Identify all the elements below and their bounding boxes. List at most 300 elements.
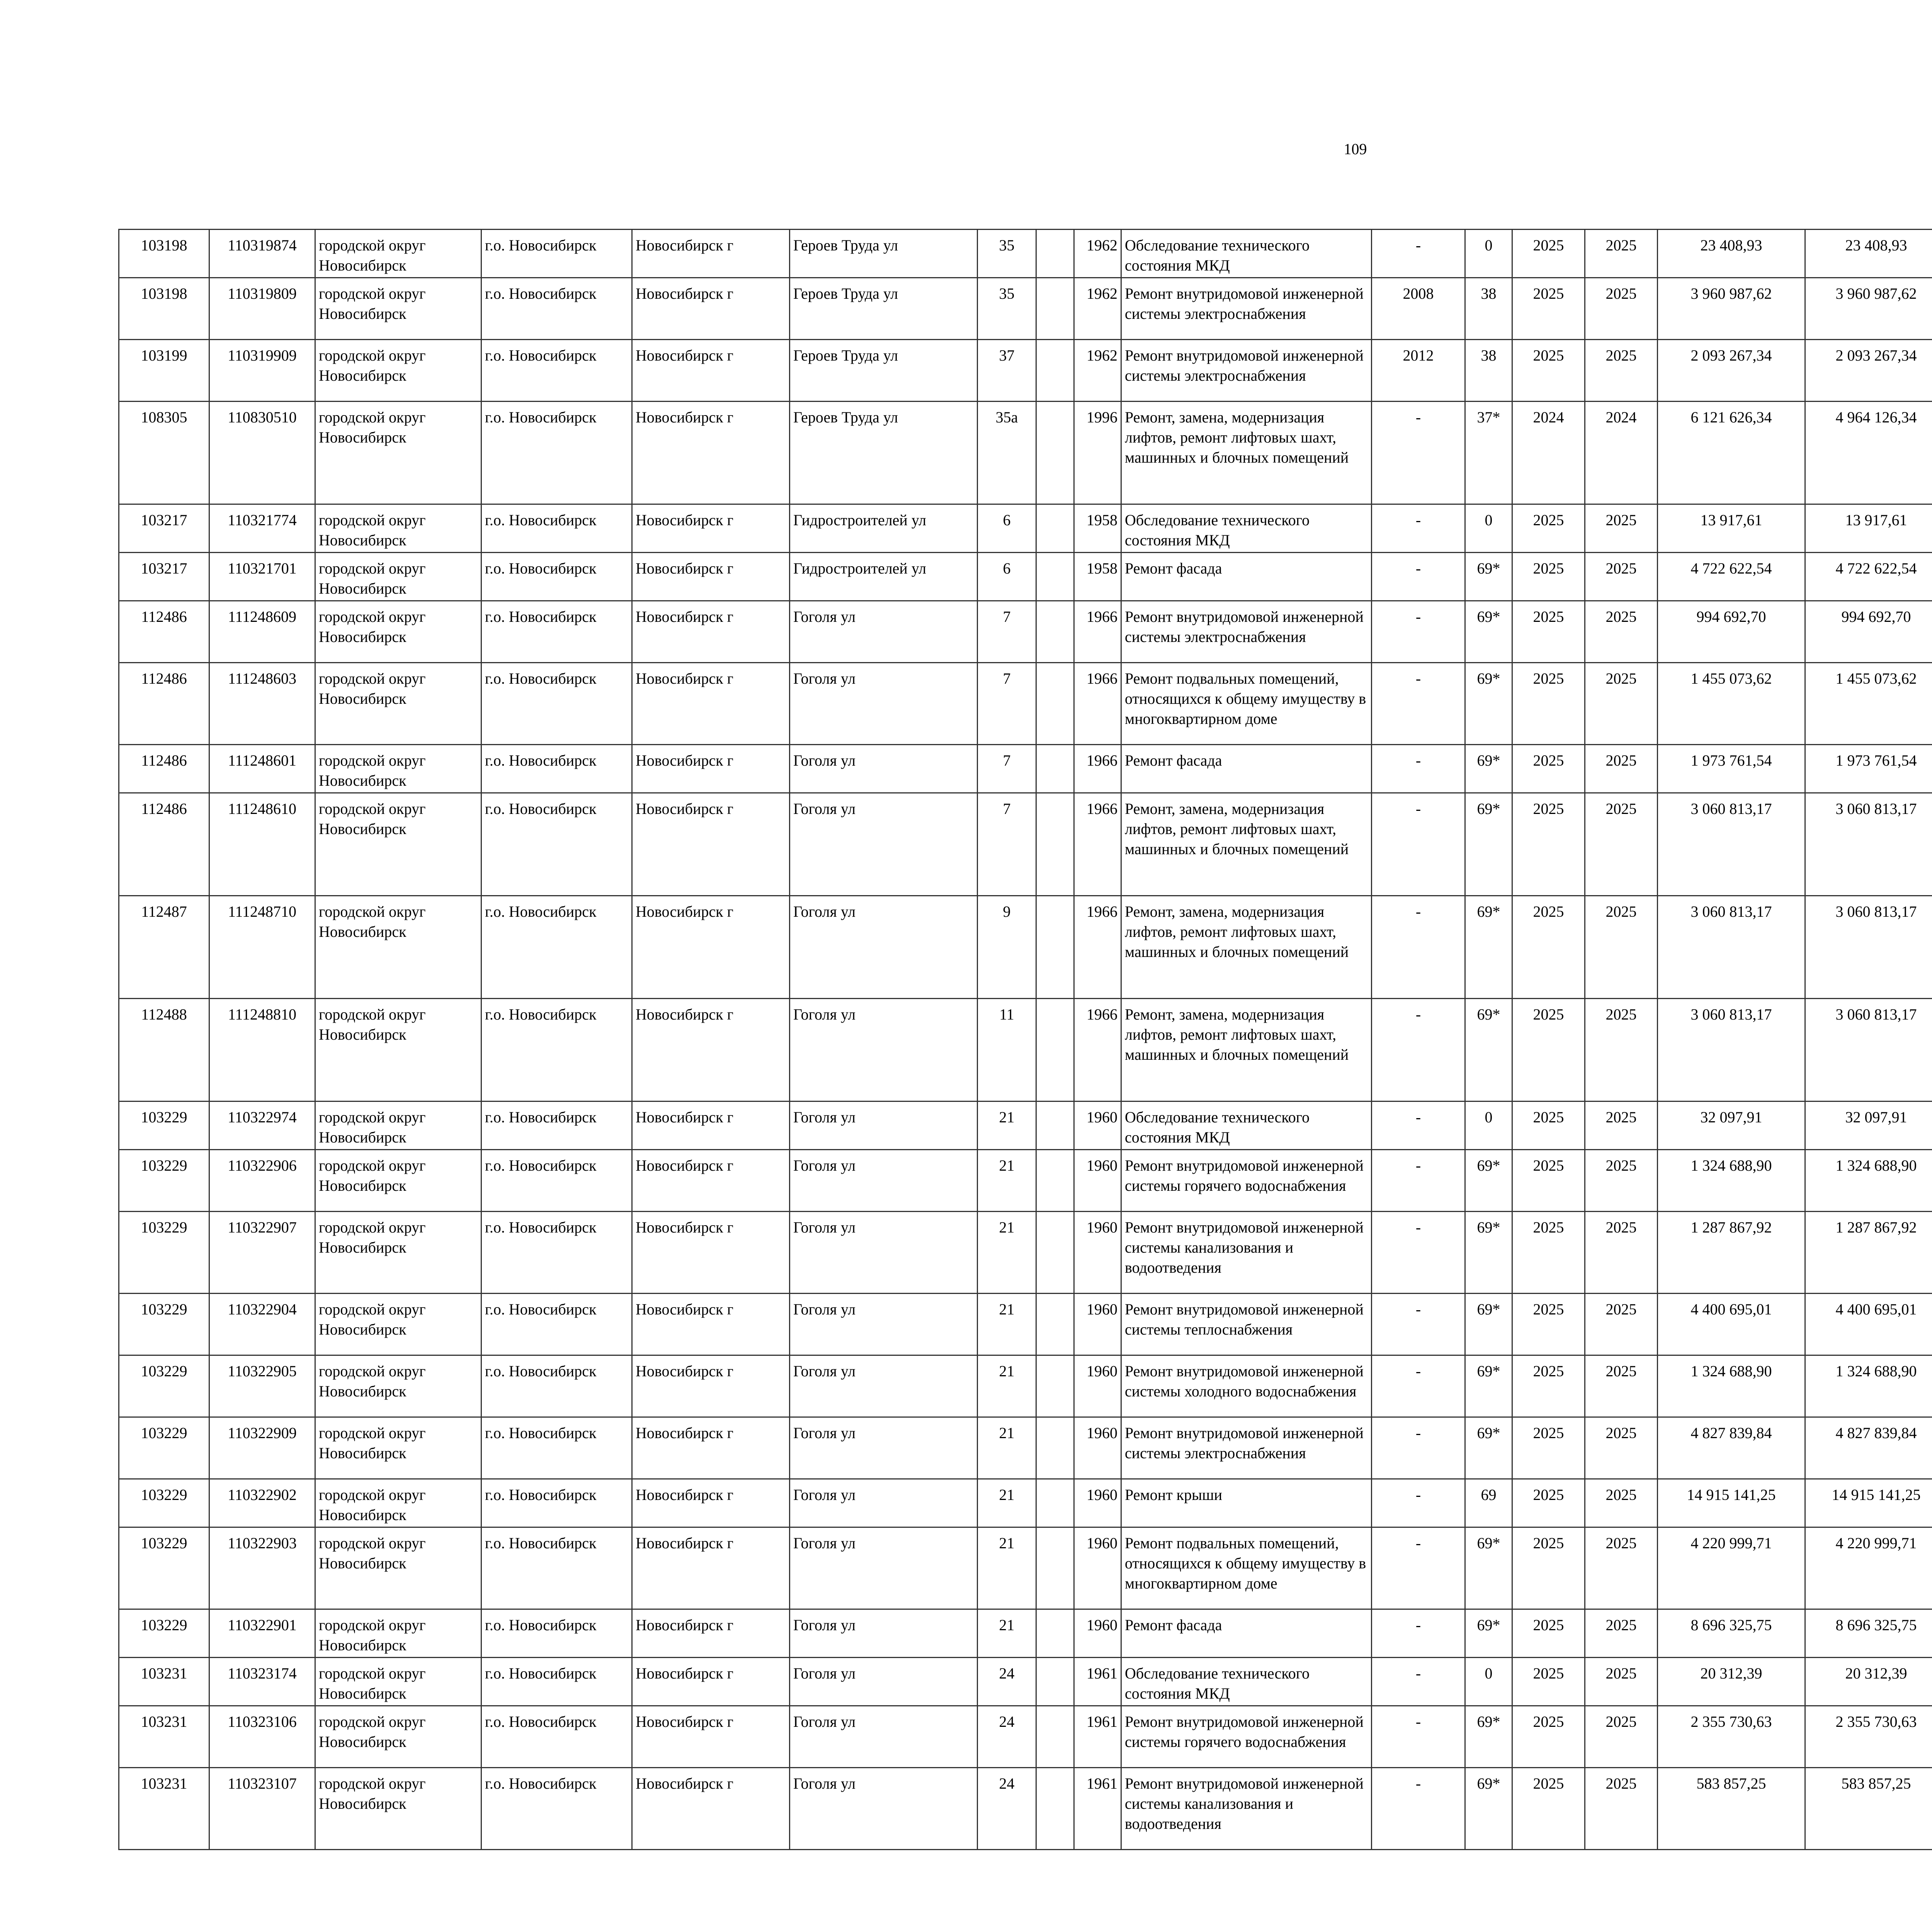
city-district-cell: г.о. Новосибирск: [481, 230, 632, 278]
building-cell: [1036, 1609, 1074, 1658]
previous-repair-year-cell: -: [1372, 1212, 1465, 1294]
object-id-cell: 112486: [119, 793, 209, 896]
wear-percent-cell: 69*: [1465, 601, 1512, 663]
wear-percent-cell: 69*: [1465, 1212, 1512, 1294]
work-type-cell: Ремонт, замена, модернизация лифтов, ремонт лифтовых шахт, машинных и блочных помещений: [1121, 896, 1372, 999]
building-cell: [1036, 1479, 1074, 1527]
building-cell: [1036, 278, 1074, 340]
settlement-cell: Новосибирск г: [632, 1150, 790, 1212]
work-code-cell: 110323106: [209, 1706, 315, 1768]
building-cell: [1036, 601, 1074, 663]
completion-year-cell: 2025: [1585, 1212, 1658, 1294]
building-cell: [1036, 340, 1074, 402]
plan-year-cell: 2025: [1512, 1355, 1585, 1417]
build-year-cell: 1966: [1074, 663, 1121, 745]
previous-repair-year-cell: -: [1372, 896, 1465, 999]
house-number-cell: 7: [978, 793, 1036, 896]
build-year-cell: 1960: [1074, 1527, 1121, 1609]
object-id-cell: 103199: [119, 340, 209, 402]
table-row: [119, 1658, 1932, 1706]
work-code-cell: 111248710: [209, 896, 315, 999]
table-row: [119, 896, 1932, 999]
work-type-cell: Ремонт подвальных помещений, относящихся к общему имуществу в многоквартирном доме: [1121, 663, 1372, 745]
work-type-cell: Обследование технического состояния МКД: [1121, 1102, 1372, 1150]
wear-percent-cell: 69*: [1465, 663, 1512, 745]
plan-year-cell: 2025: [1512, 1417, 1585, 1479]
wear-percent-cell: 69: [1465, 1479, 1512, 1527]
settlement-cell: Новосибирск г: [632, 340, 790, 402]
completion-year-cell: 2025: [1585, 230, 1658, 278]
work-type-cell: Ремонт подвальных помещений, относящихся к общему имуществу в многоквартирном доме: [1121, 1527, 1372, 1609]
table-row: [119, 1294, 1932, 1355]
work-code-cell: 110319909: [209, 340, 315, 402]
street-cell: Гоголя ул: [790, 1212, 978, 1294]
total-cost-cell: 3 060 813,17: [1658, 896, 1805, 999]
table-body: [119, 230, 1932, 1850]
build-year-cell: 1961: [1074, 1768, 1121, 1850]
house-number-cell: 21: [978, 1102, 1036, 1150]
settlement-cell: Новосибирск г: [632, 1212, 790, 1294]
municipality-cell: городской округ Новосибирск: [315, 745, 481, 793]
fund-cost-cell: 4 722 622,54: [1805, 553, 1932, 601]
building-cell: [1036, 745, 1074, 793]
previous-repair-year-cell: -: [1372, 1658, 1465, 1706]
settlement-cell: Новосибирск г: [632, 1658, 790, 1706]
settlement-cell: Новосибирск г: [632, 999, 790, 1102]
municipality-cell: городской округ Новосибирск: [315, 999, 481, 1102]
previous-repair-year-cell: -: [1372, 1417, 1465, 1479]
previous-repair-year-cell: 2012: [1372, 340, 1465, 402]
plan-year-cell: 2025: [1512, 663, 1585, 745]
work-code-cell: 110322906: [209, 1150, 315, 1212]
work-code-cell: 110319809: [209, 278, 315, 340]
wear-percent-cell: 69*: [1465, 1150, 1512, 1212]
work-type-cell: Ремонт крыши: [1121, 1479, 1372, 1527]
work-code-cell: 110322909: [209, 1417, 315, 1479]
municipality-cell: городской округ Новосибирск: [315, 896, 481, 999]
build-year-cell: 1961: [1074, 1658, 1121, 1706]
work-type-cell: Ремонт, замена, модернизация лифтов, ремонт лифтовых шахт, машинных и блочных помещений: [1121, 999, 1372, 1102]
completion-year-cell: 2025: [1585, 896, 1658, 999]
municipality-cell: городской округ Новосибирск: [315, 230, 481, 278]
wear-percent-cell: 69*: [1465, 553, 1512, 601]
wear-percent-cell: 69*: [1465, 1527, 1512, 1609]
wear-percent-cell: 69*: [1465, 745, 1512, 793]
building-cell: [1036, 1355, 1074, 1417]
work-code-cell: 110830510: [209, 402, 315, 504]
build-year-cell: 1960: [1074, 1479, 1121, 1527]
fund-cost-cell: 994 692,70: [1805, 601, 1932, 663]
municipality-cell: городской округ Новосибирск: [315, 340, 481, 402]
building-cell: [1036, 1527, 1074, 1609]
completion-year-cell: 2025: [1585, 1417, 1658, 1479]
plan-year-cell: 2025: [1512, 896, 1585, 999]
city-district-cell: г.о. Новосибирск: [481, 1294, 632, 1355]
wear-percent-cell: 0: [1465, 230, 1512, 278]
work-code-cell: 110321701: [209, 553, 315, 601]
settlement-cell: Новосибирск г: [632, 278, 790, 340]
table-row: [119, 1102, 1932, 1150]
street-cell: Героев Труда ул: [790, 230, 978, 278]
previous-repair-year-cell: -: [1372, 1768, 1465, 1850]
building-cell: [1036, 663, 1074, 745]
work-code-cell: 111248810: [209, 999, 315, 1102]
previous-repair-year-cell: -: [1372, 504, 1465, 553]
house-number-cell: 6: [978, 553, 1036, 601]
build-year-cell: 1966: [1074, 601, 1121, 663]
completion-year-cell: 2025: [1585, 1609, 1658, 1658]
municipality-cell: городской округ Новосибирск: [315, 1212, 481, 1294]
house-number-cell: 21: [978, 1527, 1036, 1609]
work-code-cell: 111248601: [209, 745, 315, 793]
fund-cost-cell: 8 696 325,75: [1805, 1609, 1932, 1658]
work-code-cell: 110322901: [209, 1609, 315, 1658]
municipality-cell: городской округ Новосибирск: [315, 402, 481, 504]
street-cell: Героев Труда ул: [790, 402, 978, 504]
city-district-cell: г.о. Новосибирск: [481, 1355, 632, 1417]
plan-year-cell: 2025: [1512, 745, 1585, 793]
build-year-cell: 1962: [1074, 340, 1121, 402]
work-type-cell: Ремонт внутридомовой инженерной системы электроснабжения: [1121, 340, 1372, 402]
previous-repair-year-cell: -: [1372, 1294, 1465, 1355]
plan-year-cell: 2025: [1512, 278, 1585, 340]
city-district-cell: г.о. Новосибирск: [481, 601, 632, 663]
wear-percent-cell: 69*: [1465, 896, 1512, 999]
build-year-cell: 1958: [1074, 504, 1121, 553]
house-number-cell: 35а: [978, 402, 1036, 504]
building-cell: [1036, 553, 1074, 601]
street-cell: Гоголя ул: [790, 793, 978, 896]
page-number: 109: [1344, 140, 1367, 158]
build-year-cell: 1960: [1074, 1609, 1121, 1658]
street-cell: Гоголя ул: [790, 1527, 978, 1609]
house-number-cell: 11: [978, 999, 1036, 1102]
plan-year-cell: 2025: [1512, 1294, 1585, 1355]
plan-year-cell: 2025: [1512, 230, 1585, 278]
house-number-cell: 24: [978, 1706, 1036, 1768]
city-district-cell: г.о. Новосибирск: [481, 1658, 632, 1706]
object-id-cell: 103231: [119, 1658, 209, 1706]
work-type-cell: Ремонт внутридомовой инженерной системы горячего водоснабжения: [1121, 1150, 1372, 1212]
settlement-cell: Новосибирск г: [632, 1768, 790, 1850]
house-number-cell: 21: [978, 1609, 1036, 1658]
street-cell: Гоголя ул: [790, 1150, 978, 1212]
street-cell: Гоголя ул: [790, 1355, 978, 1417]
completion-year-cell: 2025: [1585, 663, 1658, 745]
object-id-cell: 103231: [119, 1768, 209, 1850]
total-cost-cell: 23 408,93: [1658, 230, 1805, 278]
work-type-cell: Ремонт внутридомовой инженерной системы канализования и водоотведения: [1121, 1768, 1372, 1850]
object-id-cell: 103217: [119, 504, 209, 553]
street-cell: Гоголя ул: [790, 1417, 978, 1479]
plan-year-cell: 2025: [1512, 1706, 1585, 1768]
house-number-cell: 35: [978, 230, 1036, 278]
total-cost-cell: 3 960 987,62: [1658, 278, 1805, 340]
building-cell: [1036, 1658, 1074, 1706]
work-code-cell: 110322902: [209, 1479, 315, 1527]
total-cost-cell: 994 692,70: [1658, 601, 1805, 663]
completion-year-cell: 2024: [1585, 402, 1658, 504]
wear-percent-cell: 0: [1465, 504, 1512, 553]
city-district-cell: г.о. Новосибирск: [481, 278, 632, 340]
build-year-cell: 1961: [1074, 1706, 1121, 1768]
total-cost-cell: 1 324 688,90: [1658, 1355, 1805, 1417]
work-type-cell: Ремонт, замена, модернизация лифтов, ремонт лифтовых шахт, машинных и блочных помещений: [1121, 402, 1372, 504]
plan-year-cell: 2025: [1512, 1212, 1585, 1294]
fund-cost-cell: 3 960 987,62: [1805, 278, 1932, 340]
object-id-cell: 112486: [119, 601, 209, 663]
table-row: [119, 1479, 1932, 1527]
settlement-cell: Новосибирск г: [632, 1609, 790, 1658]
total-cost-cell: 4 220 999,71: [1658, 1527, 1805, 1609]
building-cell: [1036, 1212, 1074, 1294]
wear-percent-cell: 69*: [1465, 1355, 1512, 1417]
build-year-cell: 1960: [1074, 1102, 1121, 1150]
house-number-cell: 21: [978, 1212, 1036, 1294]
fund-cost-cell: 1 973 761,54: [1805, 745, 1932, 793]
settlement-cell: Новосибирск г: [632, 1355, 790, 1417]
house-number-cell: 37: [978, 340, 1036, 402]
street-cell: Гоголя ул: [790, 1479, 978, 1527]
table-row: [119, 999, 1932, 1102]
previous-repair-year-cell: -: [1372, 1355, 1465, 1417]
settlement-cell: Новосибирск г: [632, 402, 790, 504]
fund-cost-cell: 1 324 688,90: [1805, 1150, 1932, 1212]
build-year-cell: 1966: [1074, 745, 1121, 793]
settlement-cell: Новосибирск г: [632, 663, 790, 745]
completion-year-cell: 2025: [1585, 1150, 1658, 1212]
settlement-cell: Новосибирск г: [632, 1294, 790, 1355]
work-type-cell: Ремонт фасада: [1121, 553, 1372, 601]
total-cost-cell: 3 060 813,17: [1658, 793, 1805, 896]
total-cost-cell: 2 355 730,63: [1658, 1706, 1805, 1768]
work-type-cell: Ремонт внутридомовой инженерной системы электроснабжения: [1121, 278, 1372, 340]
fund-cost-cell: 1 287 867,92: [1805, 1212, 1932, 1294]
street-cell: Героев Труда ул: [790, 340, 978, 402]
wear-percent-cell: 69*: [1465, 1706, 1512, 1768]
municipality-cell: городской округ Новосибирск: [315, 1417, 481, 1479]
object-id-cell: 103198: [119, 278, 209, 340]
work-code-cell: 110322905: [209, 1355, 315, 1417]
fund-cost-cell: 2 355 730,63: [1805, 1706, 1932, 1768]
work-type-cell: Ремонт фасада: [1121, 1609, 1372, 1658]
completion-year-cell: 2025: [1585, 793, 1658, 896]
completion-year-cell: 2025: [1585, 1768, 1658, 1850]
plan-year-cell: 2025: [1512, 1609, 1585, 1658]
object-id-cell: 103229: [119, 1355, 209, 1417]
build-year-cell: 1958: [1074, 553, 1121, 601]
wear-percent-cell: 69*: [1465, 1417, 1512, 1479]
total-cost-cell: 3 060 813,17: [1658, 999, 1805, 1102]
street-cell: Гоголя ул: [790, 1706, 978, 1768]
build-year-cell: 1966: [1074, 999, 1121, 1102]
plan-year-cell: 2025: [1512, 601, 1585, 663]
municipality-cell: городской округ Новосибирск: [315, 793, 481, 896]
settlement-cell: Новосибирск г: [632, 1706, 790, 1768]
house-number-cell: 24: [978, 1658, 1036, 1706]
house-number-cell: 35: [978, 278, 1036, 340]
total-cost-cell: 1 973 761,54: [1658, 745, 1805, 793]
municipality-cell: городской округ Новосибирск: [315, 1706, 481, 1768]
settlement-cell: Новосибирск г: [632, 504, 790, 553]
table-row: [119, 1355, 1932, 1417]
work-type-cell: Обследование технического состояния МКД: [1121, 1658, 1372, 1706]
wear-percent-cell: 69*: [1465, 1294, 1512, 1355]
building-cell: [1036, 793, 1074, 896]
completion-year-cell: 2025: [1585, 504, 1658, 553]
city-district-cell: г.о. Новосибирск: [481, 1102, 632, 1150]
settlement-cell: Новосибирск г: [632, 553, 790, 601]
wear-percent-cell: 69*: [1465, 793, 1512, 896]
fund-cost-cell: 3 060 813,17: [1805, 793, 1932, 896]
municipality-cell: городской округ Новосибирск: [315, 1150, 481, 1212]
object-id-cell: 103229: [119, 1417, 209, 1479]
work-code-cell: 110322904: [209, 1294, 315, 1355]
house-number-cell: 9: [978, 896, 1036, 999]
object-id-cell: 112486: [119, 663, 209, 745]
fund-cost-cell: 4 220 999,71: [1805, 1527, 1932, 1609]
municipality-cell: городской округ Новосибирск: [315, 1479, 481, 1527]
work-code-cell: 110322907: [209, 1212, 315, 1294]
build-year-cell: 1960: [1074, 1417, 1121, 1479]
build-year-cell: 1996: [1074, 402, 1121, 504]
build-year-cell: 1962: [1074, 230, 1121, 278]
building-cell: [1036, 1706, 1074, 1768]
plan-year-cell: 2025: [1512, 793, 1585, 896]
table-row: [119, 504, 1932, 553]
total-cost-cell: 8 696 325,75: [1658, 1609, 1805, 1658]
previous-repair-year-cell: -: [1372, 999, 1465, 1102]
street-cell: Гоголя ул: [790, 1294, 978, 1355]
fund-cost-cell: 4 827 839,84: [1805, 1417, 1932, 1479]
municipality-cell: городской округ Новосибирск: [315, 1768, 481, 1850]
table-row: [119, 1150, 1932, 1212]
total-cost-cell: 583 857,25: [1658, 1768, 1805, 1850]
object-id-cell: 103217: [119, 553, 209, 601]
wear-percent-cell: 38: [1465, 340, 1512, 402]
work-code-cell: 111248609: [209, 601, 315, 663]
settlement-cell: Новосибирск г: [632, 896, 790, 999]
table-row: [119, 1706, 1932, 1768]
house-number-cell: 6: [978, 504, 1036, 553]
previous-repair-year-cell: -: [1372, 402, 1465, 504]
street-cell: Гоголя ул: [790, 1768, 978, 1850]
municipality-cell: городской округ Новосибирск: [315, 1294, 481, 1355]
total-cost-cell: 1 455 073,62: [1658, 663, 1805, 745]
city-district-cell: г.о. Новосибирск: [481, 1527, 632, 1609]
wear-percent-cell: 69*: [1465, 999, 1512, 1102]
work-type-cell: Ремонт, замена, модернизация лифтов, ремонт лифтовых шахт, машинных и блочных помещений: [1121, 793, 1372, 896]
plan-year-cell: 2025: [1512, 553, 1585, 601]
total-cost-cell: 2 093 267,34: [1658, 340, 1805, 402]
object-id-cell: 103229: [119, 1527, 209, 1609]
work-code-cell: 111248610: [209, 793, 315, 896]
completion-year-cell: 2025: [1585, 601, 1658, 663]
table-row: [119, 1609, 1932, 1658]
plan-year-cell: 2025: [1512, 1658, 1585, 1706]
previous-repair-year-cell: -: [1372, 1150, 1465, 1212]
work-code-cell: 110322903: [209, 1527, 315, 1609]
completion-year-cell: 2025: [1585, 745, 1658, 793]
object-id-cell: 103229: [119, 1479, 209, 1527]
city-district-cell: г.о. Новосибирск: [481, 340, 632, 402]
completion-year-cell: 2025: [1585, 1706, 1658, 1768]
object-id-cell: 112487: [119, 896, 209, 999]
building-cell: [1036, 1768, 1074, 1850]
plan-year-cell: 2025: [1512, 1479, 1585, 1527]
plan-year-cell: 2025: [1512, 999, 1585, 1102]
completion-year-cell: 2025: [1585, 1102, 1658, 1150]
total-cost-cell: 1 287 867,92: [1658, 1212, 1805, 1294]
municipality-cell: городской округ Новосибирск: [315, 278, 481, 340]
wear-percent-cell: 69*: [1465, 1609, 1512, 1658]
city-district-cell: г.о. Новосибирск: [481, 1212, 632, 1294]
object-id-cell: 103229: [119, 1102, 209, 1150]
house-number-cell: 7: [978, 601, 1036, 663]
total-cost-cell: 1 324 688,90: [1658, 1150, 1805, 1212]
house-number-cell: 21: [978, 1355, 1036, 1417]
fund-cost-cell: 1 455 073,62: [1805, 663, 1932, 745]
city-district-cell: г.о. Новосибирск: [481, 402, 632, 504]
settlement-cell: Новосибирск г: [632, 745, 790, 793]
street-cell: Гидростроителей ул: [790, 553, 978, 601]
previous-repair-year-cell: -: [1372, 663, 1465, 745]
house-number-cell: 7: [978, 663, 1036, 745]
work-type-cell: Ремонт внутридомовой инженерной системы холодного водоснабжения: [1121, 1355, 1372, 1417]
completion-year-cell: 2025: [1585, 1355, 1658, 1417]
total-cost-cell: 4 722 622,54: [1658, 553, 1805, 601]
fund-cost-cell: 2 093 267,34: [1805, 340, 1932, 402]
city-district-cell: г.о. Новосибирск: [481, 1150, 632, 1212]
object-id-cell: 112486: [119, 745, 209, 793]
table-row: [119, 1527, 1932, 1609]
building-cell: [1036, 1150, 1074, 1212]
table-row: [119, 601, 1932, 663]
house-number-cell: 7: [978, 745, 1036, 793]
street-cell: Гоголя ул: [790, 1102, 978, 1150]
building-cell: [1036, 999, 1074, 1102]
municipality-cell: городской округ Новосибирск: [315, 1355, 481, 1417]
capital-repair-table: [118, 229, 1932, 1850]
plan-year-cell: 2025: [1512, 1768, 1585, 1850]
municipality-cell: городской округ Новосибирск: [315, 1658, 481, 1706]
object-id-cell: 112488: [119, 999, 209, 1102]
city-district-cell: г.о. Новосибирск: [481, 1417, 632, 1479]
table-row: [119, 663, 1932, 745]
city-district-cell: г.о. Новосибирск: [481, 999, 632, 1102]
completion-year-cell: 2025: [1585, 1527, 1658, 1609]
building-cell: [1036, 896, 1074, 999]
building-cell: [1036, 1102, 1074, 1150]
work-type-cell: Обследование технического состояния МКД: [1121, 230, 1372, 278]
street-cell: Гоголя ул: [790, 601, 978, 663]
build-year-cell: 1960: [1074, 1150, 1121, 1212]
object-id-cell: 103229: [119, 1212, 209, 1294]
house-number-cell: 21: [978, 1150, 1036, 1212]
work-code-cell: 110321774: [209, 504, 315, 553]
build-year-cell: 1966: [1074, 793, 1121, 896]
building-cell: [1036, 504, 1074, 553]
wear-percent-cell: 38: [1465, 278, 1512, 340]
work-code-cell: 110323107: [209, 1768, 315, 1850]
work-code-cell: 110322974: [209, 1102, 315, 1150]
table-row: [119, 793, 1932, 896]
street-cell: Гоголя ул: [790, 999, 978, 1102]
street-cell: Гоголя ул: [790, 663, 978, 745]
building-cell: [1036, 1417, 1074, 1479]
completion-year-cell: 2025: [1585, 278, 1658, 340]
plan-year-cell: 2025: [1512, 504, 1585, 553]
